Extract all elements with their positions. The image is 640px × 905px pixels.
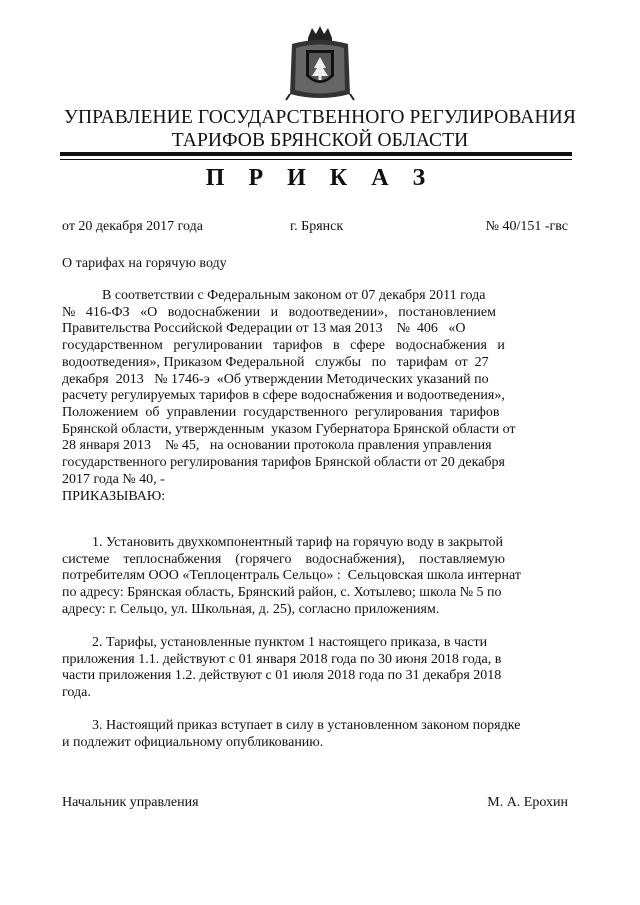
document-number: № 40/151 -гвс	[485, 219, 568, 234]
text-line: государственном регулировании тарифов в сфере водоснабжения и	[62, 338, 505, 354]
text-line: декабря 2013 № 1746-э «Об утверждении Методических указаний по	[62, 371, 489, 387]
text-line: системе теплоснабжения (горячего водоснабжения), поставляемую	[62, 551, 505, 567]
text-line: потребителям ООО «Теплоцентраль Сельцо» : Сельцовская школа интернат	[62, 568, 521, 584]
organization-name-line-2: ТАРИФОВ БРЯНСКОЙ ОБЛАСТИ	[171, 130, 469, 151]
text-line: 3. Настоящий приказ вступает в силу в установленном законом порядке	[92, 718, 521, 733]
text-line: расчету регулируемых тарифов в сфере водоснабжения и водоотведения»,	[62, 388, 505, 404]
text-line: 1. Установить двухкомпонентный тариф на горячую воду в закрытой	[92, 535, 504, 550]
document-subject: О тарифах на горячую воду	[62, 256, 227, 271]
document-date: от 20 декабря 2017 года	[62, 219, 203, 234]
preamble-paragraph	[62, 288, 568, 488]
text-line: 2017 года № 40, -	[62, 471, 165, 487]
text-line: водоотведения», Приказом Федеральной службы по тарифам от 27	[62, 354, 489, 370]
order-item-3	[62, 718, 568, 751]
text-line: Брянской области, утвержденным указом Губернатора Брянской области от	[62, 421, 516, 437]
text-line: года.	[62, 685, 91, 701]
organization-name-line-1: УПРАВЛЕНИЕ ГОСУДАРСТВЕННОГО РЕГУЛИРОВАНИЯ	[64, 107, 576, 128]
text-line: приложения 1.1. действуют с 01 января 2018 года по 30 июня 2018 года, в	[62, 651, 502, 667]
header-rule-thick	[60, 152, 572, 156]
text-line: адресу: г. Сельцо, ул. Школьная, д. 25), согласно приложениям.	[62, 601, 440, 617]
order-word: ПРИКАЗЫВАЮ:	[62, 489, 166, 504]
text-line: государственного регулирования тарифов Брянской области от 20 декабря	[62, 455, 505, 471]
text-line: и подлежит официальному опубликованию.	[62, 734, 324, 750]
document-type-title: П Р И К А З	[205, 165, 435, 191]
text-line: Правительства Российской Федерации от 13 мая 2013 № 406 «О	[62, 321, 466, 337]
text-line: № 416-ФЗ «О водоснабжении и водоотведении», постановлением	[62, 304, 496, 320]
coat-of-arms-icon	[282, 24, 358, 102]
text-line: Положением об управлении государственного регулирования тарифов	[62, 404, 500, 420]
header-rule-thin	[60, 159, 572, 160]
text-line: по адресу: Брянская область, Брянский район, с. Хотылево; школа № 5 по	[62, 585, 502, 601]
order-item-2	[62, 635, 568, 702]
signatory-position: Начальник управления	[62, 795, 199, 810]
text-line: 2. Тарифы, установленные пунктом 1 настоящего приказа, в части	[92, 635, 488, 650]
text-line: В соответствии с Федеральным законом от 07 декабря 2011 года	[102, 288, 486, 303]
document-city: г. Брянск	[290, 219, 344, 234]
text-line: 28 января 2013 № 45, на основании протокола правления управления	[62, 438, 492, 454]
text-line: части приложения 1.2. действуют с 01 июля 2018 года по 31 декабря 2018	[62, 668, 502, 684]
signatory-name: М. А. Ерохин	[487, 795, 568, 810]
order-item-1	[62, 535, 568, 619]
